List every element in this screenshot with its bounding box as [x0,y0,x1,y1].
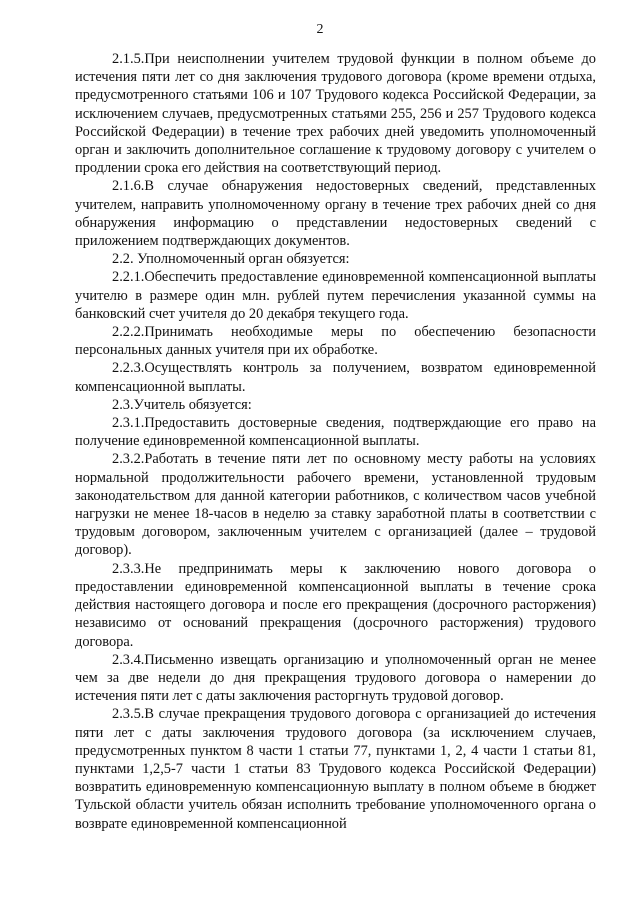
clause-2-3-5: 2.3.5.В случае прекращения трудового договора с организацией до истечения пяти лет с даты заключения трудового договора (за исключением случаев, предусмотренных пунктом 8 части 1 статьи 77, пунктами 1, 2, 4 части 1 статьи 81, пунктами 1,2,5-7 части 1 статьи 83 Трудового кодекса Российской Федерации) возвратить единовременную компенсационную выплату в полном объеме в бюджет Тульской области учитель обязан исполнить требование уполномоченного органа о возврате единовременной компенсационной [75,706,596,832]
document-body [75,50,596,833]
section-heading-2-2: 2.2. Уполномоченный орган обязуется: [112,251,350,268]
clause-2-1-6: 2.1.6.В случае обнаружения недостоверных сведений, представленных учителем, направить уполномоченному органу в течение трех рабочих дней со дня обнаружения информацию о представлении недостоверных сведений с приложением подтверждающих документов. [75,178,596,250]
section-heading-2-3: 2.3.Учитель обязуется: [112,396,252,413]
clause-2-3-3: 2.3.3.Не предпринимать меры к заключению нового договора о предоставлении единовременной компенсационной выплаты в течение срока действия настоящего договора и после его прекращения (досрочного расторжения) независимо от оснований прекращения (досрочного расторжения) трудового договора. [75,560,596,650]
clause-2-3-1: 2.3.1.Предоставить достоверные сведения, подтверждающие его право на получение единовременной компенсационной выплаты. [75,415,596,450]
clause-2-3-2: 2.3.2.Работать в течение пяти лет по основному месту работы на условиях нормальной продолжительности рабочего времени, установленной трудовым законодательством для данной категории работников, с количеством часов учебной нагрузки не менее 18-часов в неделю за ставку заработной платы в соответствии с трудовым договором, заключенным учителем с организацией (далее – трудовой договор). [75,451,596,559]
clause-2-2-1: 2.2.1.Обеспечить предоставление единовременной компенсационной выплаты учителю в размере один млн. рублей путем перечисления указанной суммы на банковский счет учителя до 20 декабря текущего года. [75,269,596,322]
page-number: 2 [316,22,324,37]
clause-2-3-4: 2.3.4.Письменно извещать организацию и уполномоченный орган не менее чем за две недели до дня прекращения трудового договора о намерении до истечения пяти лет с даты заключения расторгнуть трудовой договор. [75,651,596,705]
clause-2-1-5: 2.1.5.При неисполнении учителем трудовой функции в полном объеме до истечения пяти лет со дня заключения трудового договора (кроме времени отдыха, предусмотренного статьями 106 и 107 Трудового кодекса Российской Федерации, за исключением случаев, предусмотренных статьями 255, 256 и 257 Трудового кодекса Российской Федерации) в течение трех рабочих дней уведомить уполномоченный орган и заключить дополнительное соглашение к трудовому договору с учителем о продлении срока его действия на соответствующий период. [75,51,596,177]
clause-2-2-3: 2.2.3.Осуществлять контроль за получением, возвратом единовременной компенсационной выплаты. [75,360,596,395]
clause-2-2-2: 2.2.2.Принимать необходимые меры по обеспечению безопасности персональных данных учителя при их обработке. [75,324,596,359]
